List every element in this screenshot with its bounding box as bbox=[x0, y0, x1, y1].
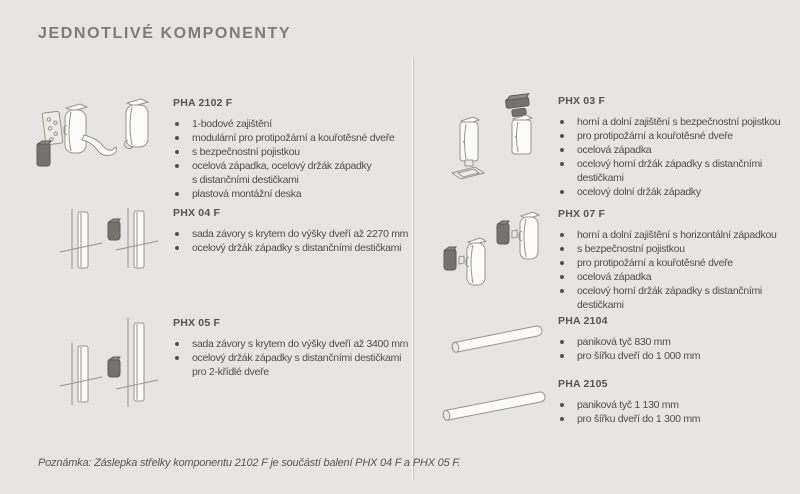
dot-icon bbox=[560, 261, 564, 265]
feature-item: ocelová západka bbox=[558, 143, 786, 157]
feature-item: ocelový držák západky s distančními destičkami pro 2-křídlé dveře bbox=[173, 351, 411, 379]
product-code: PHA 2104 bbox=[558, 315, 608, 327]
dot-icon bbox=[175, 246, 179, 250]
feature-item: paniková tyč 1 130 mm bbox=[558, 398, 786, 412]
dot-icon bbox=[560, 148, 564, 152]
feature-item: plastová montážní deska bbox=[173, 187, 411, 201]
feature-item: s bezpečnostní pojistkou bbox=[558, 242, 786, 256]
feature-item: ocelový horní držák západky s distančními destičkami bbox=[558, 157, 786, 185]
feature-item: sada závory s krytem do výšky dveří až 2270 mm bbox=[173, 227, 411, 241]
bolt-set-tall-illustration-icon bbox=[30, 315, 170, 411]
dot-icon bbox=[560, 247, 564, 251]
dot-icon bbox=[175, 232, 179, 236]
feature-item: modulární pro protipožární a kouřotěsné dveře bbox=[173, 131, 411, 145]
footnote: Poznámka: Záslepka střelky komponentu 2102 F je součástí balení PHX 04 F a PHX 05 F. bbox=[38, 457, 461, 469]
dot-icon bbox=[560, 417, 564, 421]
dot-icon bbox=[560, 162, 564, 166]
horizontal-latch-illustration-icon bbox=[440, 205, 552, 305]
feature-item: ocelový držák západky s distančními destičkami bbox=[173, 241, 411, 255]
dot-icon bbox=[560, 233, 564, 237]
panic-lock-module-illustration-icon bbox=[30, 95, 170, 197]
feature-list bbox=[558, 398, 786, 426]
dot-icon bbox=[175, 150, 179, 154]
dot-icon bbox=[560, 289, 564, 293]
feature-item: 1-bodové zajištění bbox=[173, 117, 411, 131]
top-bottom-latch-illustration-icon bbox=[440, 92, 552, 202]
bolt-set-illustration-icon bbox=[30, 205, 170, 277]
product-code: PHX 04 F bbox=[173, 207, 221, 219]
feature-list bbox=[558, 228, 786, 312]
feature-item: ocelový dolní držák západky bbox=[558, 185, 786, 199]
product-code: PHX 05 F bbox=[173, 317, 221, 329]
page-title: JEDNOTLIVÉ KOMPONENTY bbox=[38, 25, 292, 42]
feature-item: pro protipožární a kouřotěsné dveře bbox=[558, 256, 786, 270]
feature-list bbox=[173, 227, 411, 255]
feature-list bbox=[558, 115, 786, 199]
column-divider bbox=[413, 57, 414, 480]
panic-bar-long-illustration-icon bbox=[440, 388, 550, 424]
dot-icon bbox=[175, 122, 179, 126]
dot-icon bbox=[175, 342, 179, 346]
dot-icon bbox=[560, 190, 564, 194]
dot-icon bbox=[175, 356, 179, 360]
panic-bar-short-illustration-icon bbox=[440, 320, 550, 360]
feature-item: pro šířku dveří do 1 300 mm bbox=[558, 412, 786, 426]
feature-list bbox=[558, 335, 786, 363]
dot-icon bbox=[560, 403, 564, 407]
dot-icon bbox=[175, 164, 179, 168]
feature-item: horní a dolní zajištění s bezpečnostní pojistkou bbox=[558, 115, 786, 129]
feature-item: sada závory s krytem do výšky dveří až 3400 mm bbox=[173, 337, 411, 351]
dot-icon bbox=[175, 136, 179, 140]
product-code: PHA 2102 F bbox=[173, 97, 233, 109]
feature-item: pro šířku dveří do 1 000 mm bbox=[558, 349, 786, 363]
feature-item: ocelový horní držák západky s distančními destičkami bbox=[558, 284, 786, 312]
feature-list bbox=[173, 337, 411, 379]
dot-icon bbox=[560, 354, 564, 358]
dot-icon bbox=[560, 134, 564, 138]
feature-list bbox=[173, 117, 411, 201]
feature-item: ocelová západka, ocelový držák západky s distančními destičkami bbox=[173, 159, 411, 187]
feature-item: s bezpečnostní pojistkou bbox=[173, 145, 411, 159]
dot-icon bbox=[560, 120, 564, 124]
product-code: PHX 03 F bbox=[558, 95, 606, 107]
product-code: PHX 07 F bbox=[558, 208, 606, 220]
product-code: PHA 2105 bbox=[558, 378, 608, 390]
feature-item: pro protipožární a kouřotěsné dveře bbox=[558, 129, 786, 143]
dot-icon bbox=[175, 192, 179, 196]
feature-item: ocelová západka bbox=[558, 270, 786, 284]
feature-item: horní a dolní zajištění s horizontální západkou bbox=[558, 228, 786, 242]
dot-icon bbox=[560, 340, 564, 344]
dot-icon bbox=[560, 275, 564, 279]
feature-item: paniková tyč 830 mm bbox=[558, 335, 786, 349]
